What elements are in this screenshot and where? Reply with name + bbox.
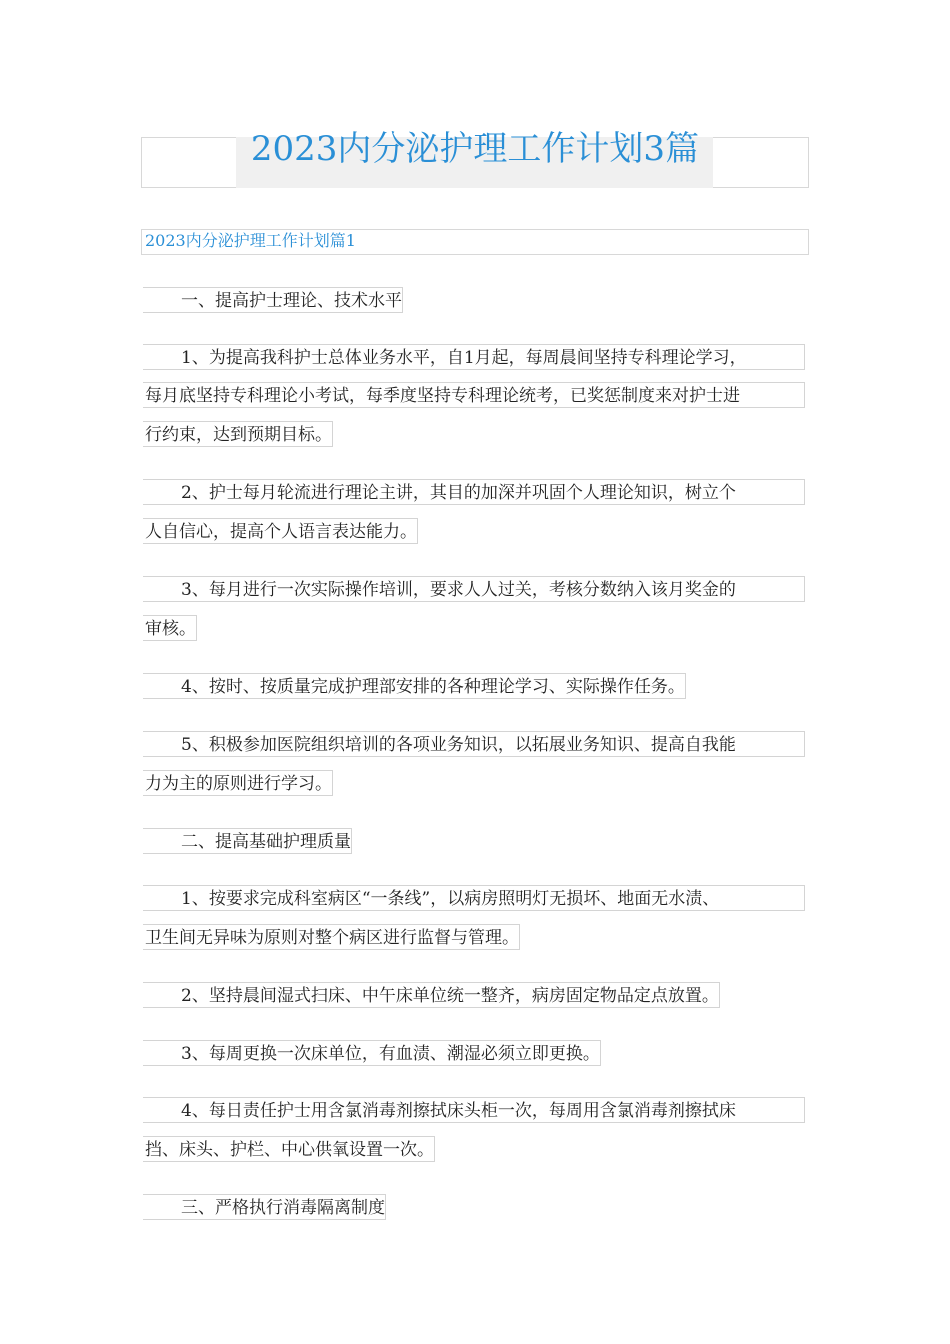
heading-3: 三、严格执行消毒隔离制度 [143, 1194, 386, 1220]
paragraph-line: 每月底坚持专科理论小考试，每季度坚持专科理论统考，已奖惩制度来对护士进 [143, 382, 805, 408]
paragraph-line: 2、护士每月轮流进行理论主讲，其目的加深并巩固个人理论知识，树立个 [143, 479, 805, 505]
heading-2: 二、提高基础护理质量 [143, 828, 352, 854]
paragraph-line: 3、每周更换一次床单位，有血渍、潮湿必须立即更换。 [143, 1040, 601, 1066]
paragraph-line: 挡、床头、护栏、中心供氧设置一次。 [143, 1136, 435, 1162]
paragraph-line: 4、每日责任护士用含氯消毒剂擦拭床头柜一次，每周用含氯消毒剂擦拭床 [143, 1097, 805, 1123]
paragraph-line: 行约束，达到预期目标。 [143, 421, 333, 447]
paragraph-line: 3、每月进行一次实际操作培训，要求人人过关，考核分数纳入该月奖金的 [143, 576, 805, 602]
paragraph-line: 力为主的原则进行学习。 [143, 770, 333, 796]
paragraph-line: 卫生间无异味为原则对整个病区进行监督与管理。 [143, 924, 520, 950]
paragraph-line: 1、按要求完成科室病区“一条线”，以病房照明灯无损坏、地面无水渍、 [143, 885, 805, 911]
section-heading: 2023内分泌护理工作计划篇1 [145, 231, 356, 250]
heading-1: 一、提高护士理论、技术水平 [143, 287, 403, 313]
paragraph-line: 4、按时、按质量完成护理部安排的各种理论学习、实际操作任务。 [143, 673, 686, 699]
paragraph-line: 人自信心，提高个人语言表达能力。 [143, 518, 418, 544]
paragraph-line: 审核。 [143, 615, 197, 641]
paragraph-line: 5、积极参加医院组织培训的各项业务知识，以拓展业务知识、提高自我能 [143, 731, 805, 757]
paragraph-line: 2、坚持晨间湿式扫床、中午床单位统一整齐，病房固定物品定点放置。 [143, 982, 720, 1008]
document-title: 2023内分泌护理工作计划3篇 [250, 129, 700, 169]
paragraph-line: 1、为提高我科护士总体业务水平，自1月起，每周晨间坚持专科理论学习， [143, 344, 805, 370]
